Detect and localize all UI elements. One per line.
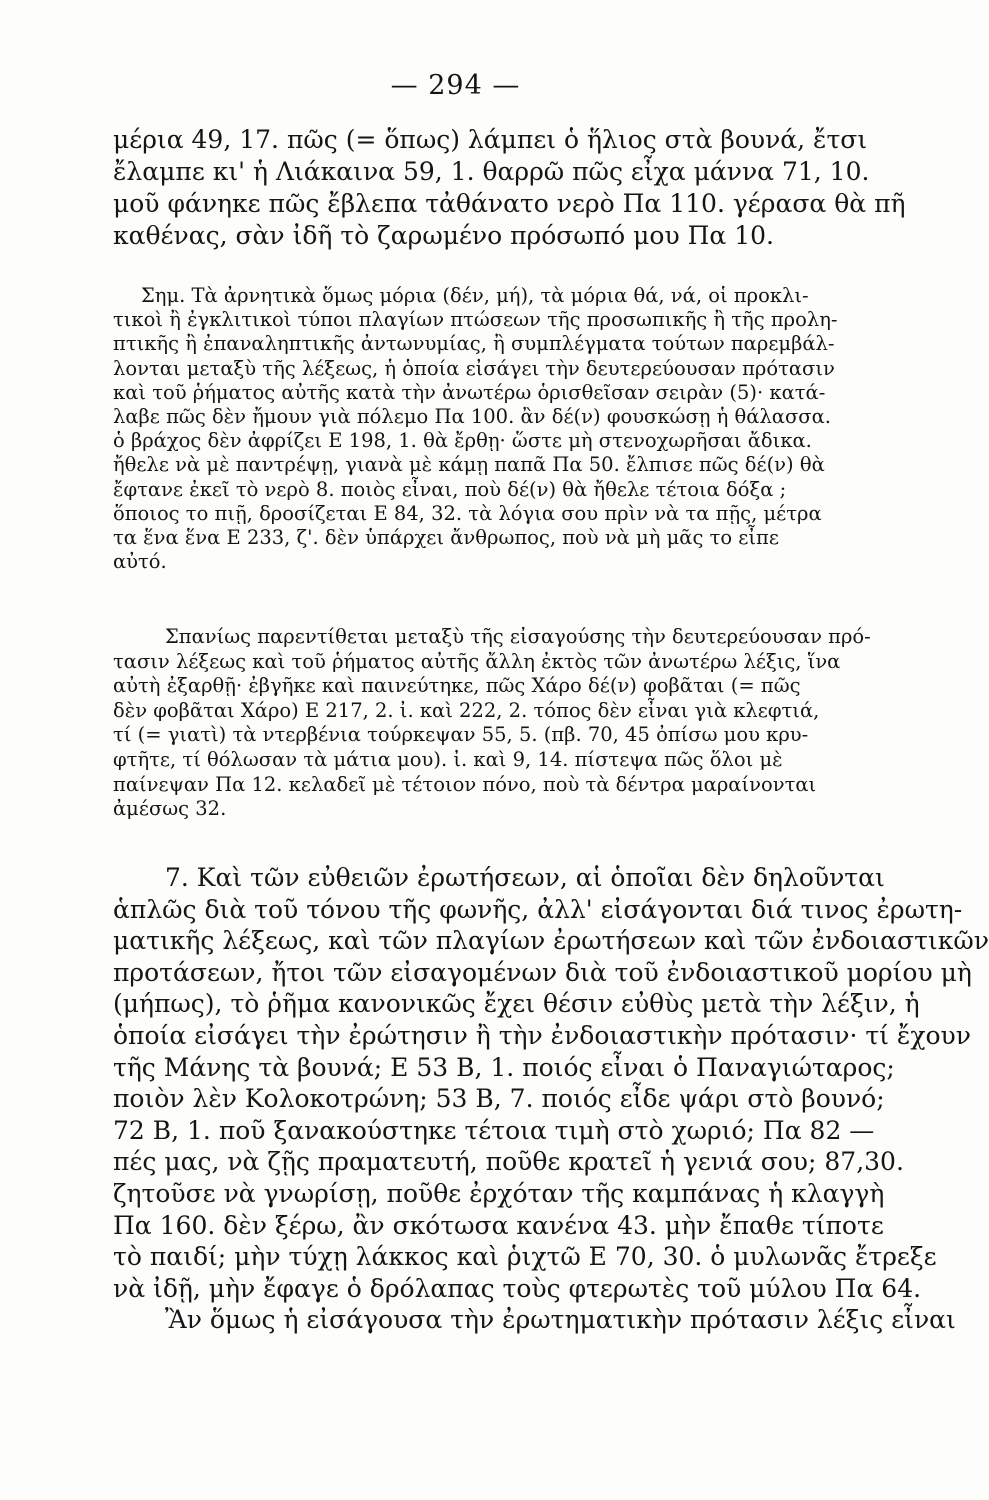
- text-line: 72 Β, 1. ποῦ ξανακούστηκε τέτοια τιμὴ στὸ χωριό; Πα 82 —: [113, 1115, 875, 1145]
- text-line: καὶ τοῦ ῥήματος αὐτῆς κατὰ τὴν ἀνωτέρω ὁρισθεῖσαν σειρὰν (5)· κατά-: [113, 380, 826, 404]
- section-heading-line: 7. Καὶ τῶν εὐθειῶν ἐρωτήσεων, αἱ ὁποῖαι δὲν δηλοῦνται: [165, 863, 885, 892]
- text-line: ματικῆς λέξεως, καὶ τῶν πλαγίων ἐρωτήσεων καὶ τῶν ἐνδοιαστικῶν: [113, 926, 989, 956]
- text-line: καθένας, σὰν ἰδῆ τὸ ζαρωμένο πρόσωπό μου Πα 10.: [113, 221, 774, 250]
- text-line: λαβε πῶς δὲν ἤμουν γιὰ πόλεμο Πα 100. ἂν δέ(ν) φουσκώσῃ ἡ θάλασσα.: [113, 404, 831, 428]
- text-line: τασιν λέξεως καὶ τοῦ ῥήματος αὐτῆς ἄλλη ἐκτὸς τῶν ἀνωτέρω λέξις, ἵνα: [113, 649, 841, 673]
- text-line: ἀμέσως 32.: [113, 797, 227, 821]
- note-paragraph: [113, 284, 870, 574]
- text-line: τὸ παιδί; μὴν τύχῃ λάκκος καὶ ῥιχτῶ Ε 70, 30. ὁ μυλωνᾶς ἔτρεξε: [113, 1242, 937, 1272]
- text-line: Σημ. Τὰ ἀρνητικὰ ὅμως μόρια (δέν, μή), τὰ μόρια θά, νά, οἱ προκλι-: [141, 284, 809, 307]
- text-line: ὅποιος το πιῇ, δροσίζεται Ε 84, 32. τὰ λόγια σου πρὶν νὰ τα πῇς, μέτρα: [113, 501, 822, 525]
- text-line: ἤθελε νὰ μὲ παντρέψῃ, γιανὰ μὲ κάμῃ παπᾶ Πα 50. ἔλπισε πῶς δέ(ν) θὰ: [113, 453, 825, 477]
- text-line: τα ἕνα ἕνα Ε 233, ζ'. δὲν ὑπάρχει ἄνθρωπος, ποὺ νὰ μὴ μᾶς το εἶπε: [113, 525, 779, 549]
- text-line: τῆς Μάνης τὰ βουνά; Ε 53 Β, 1. ποιός εἶναι ὁ Παναγιώταρος;: [113, 1052, 895, 1082]
- text-line: παίνεψαν Πα 12. κελαδεῖ μὲ τέτοιον πόνο, ποὺ τὰ δέντρα μαραίνονται: [113, 772, 817, 796]
- paragraph-parenthesis: [113, 625, 870, 822]
- text-line: Πα 160. δὲν ξέρω, ἂν σκότωσα κανένα 43. μὴν ἔπαθε τίποτε: [113, 1210, 884, 1240]
- text-line: αὐτὴ ἐξαρθῇ· ἐβγῆκε καὶ παινεύτηκε, πῶς Χάρο δέ(ν) φοβᾶται (= πῶς: [113, 674, 801, 698]
- text-line: τί (= γιατὶ) τὰ ντερβένια τούρκεψαν 55, 5. (πβ. 70, 45 ὀπίσω μου κρυ-: [113, 723, 809, 747]
- text-line: νὰ ἰδῇ, μὴν ἔφαγε ὁ δρόλαπας τοὺς φτερωτὲς τοῦ μύλου Πα 64.: [113, 1273, 922, 1303]
- text-line: δὲν φοβᾶται Χάρο) Ε 217, 2. ἰ. καὶ 222, 2. τόπος δὲν εἶναι γιὰ κλεφτιά,: [113, 698, 820, 722]
- text-line: ποιὸν λὲν Κολοκοτρώνη; 53 Β, 7. ποιός εἶδε ψάρι στὸ βουνό;: [113, 1084, 885, 1114]
- text-line: μοῦ φάνηκε πῶς ἔβλεπα τἀθάνατο νερὸ Πα 110. γέρασα θὰ πῆ: [113, 189, 906, 218]
- text-line: πές μας, νὰ ζῇς πραματευτή, ποῦθε κρατεῖ ἡ γενιά σου; 87,30.: [113, 1147, 904, 1177]
- section-7: [113, 862, 989, 1336]
- text-line: μέρια 49, 17. πῶς (= ὅπως) λάμπει ὁ ἥλιος στὰ βουνά, ἔτσι: [113, 125, 868, 154]
- text-line: τικοὶ ἢ ἐγκλιτικοὶ τύποι πλαγίων πτώσεων τῆς προσωπικῆς ἢ τῆς προλη-: [113, 308, 838, 332]
- page-number: — 294 —: [390, 70, 521, 101]
- text-line: ἁπλῶς διὰ τοῦ τόνου τῆς φωνῆς, ἀλλ' εἰσάγονται διά τινος ἐρωτη-: [113, 894, 963, 924]
- text-line: ζητοῦσε νὰ γνωρίσῃ, ποῦθε ἐρχόταν τῆς καμπάνας ἡ κλαγγὴ: [113, 1178, 885, 1208]
- text-line: ὁ βράχος δὲν ἀφρίζει Ε 198, 1. θὰ ἔρθῃ· ὥστε μὴ στενοχωρῆσαι ἄδικα.: [113, 429, 812, 453]
- text-line: πτικῆς ἢ ἐπαναληπτικῆς ἀντωνυμίας, ἢ συμπλέγματα τούτων παρεμβάλ-: [113, 332, 835, 356]
- text-line: αὐτό.: [113, 550, 167, 574]
- text-line: φτῆτε, τί θόλωσαν τὰ μάτια μου). ἰ. καὶ 9, 14. πίστεψα πῶς ὅλοι μὲ: [113, 747, 783, 771]
- text-line: (μήπως), τὸ ῥῆμα κανονικῶς ἔχει θέσιν εὐθὺς μετὰ τὴν λέξιν, ἡ: [113, 989, 920, 1019]
- text-line: ὁποία εἰσάγει τὴν ἐρώτησιν ἢ τὴν ἐνδοιαστικὴν πρότασιν· τί ἔχουν: [113, 1020, 971, 1050]
- text-line: Σπανίως παρεντίθεται μεταξὺ τῆς εἰσαγούσης τὴν δευτερεύουσαν πρό-: [165, 625, 871, 648]
- text-line: ἔφτανε ἐκεῖ τὸ νερὸ 8. ποιὸς εἶναι, ποὺ δέ(ν) θὰ ἤθελε τέτοια δόξα ;: [113, 477, 787, 501]
- text-line: ἔλαμπε κι' ἡ Λιάκαινα 59, 1. θαρρῶ πῶς εἶχα μάννα 71, 10.: [113, 157, 870, 186]
- text-line: Ἂν ὅμως ἡ εἰσάγουσα τὴν ἐρωτηματικὴν πρότασιν λέξις εἶναι: [165, 1305, 956, 1335]
- paragraph-top: [113, 124, 906, 252]
- text-line: προτάσεων, ἤτοι τῶν εἰσαγομένων διὰ τοῦ ἐνδοιαστικοῦ μορίου μὴ: [113, 957, 972, 987]
- text-line: λονται μεταξὺ τῆς λέξεως, ἡ ὁποία εἰσάγει τὴν δευτερεύουσαν πρότασιν: [113, 356, 835, 380]
